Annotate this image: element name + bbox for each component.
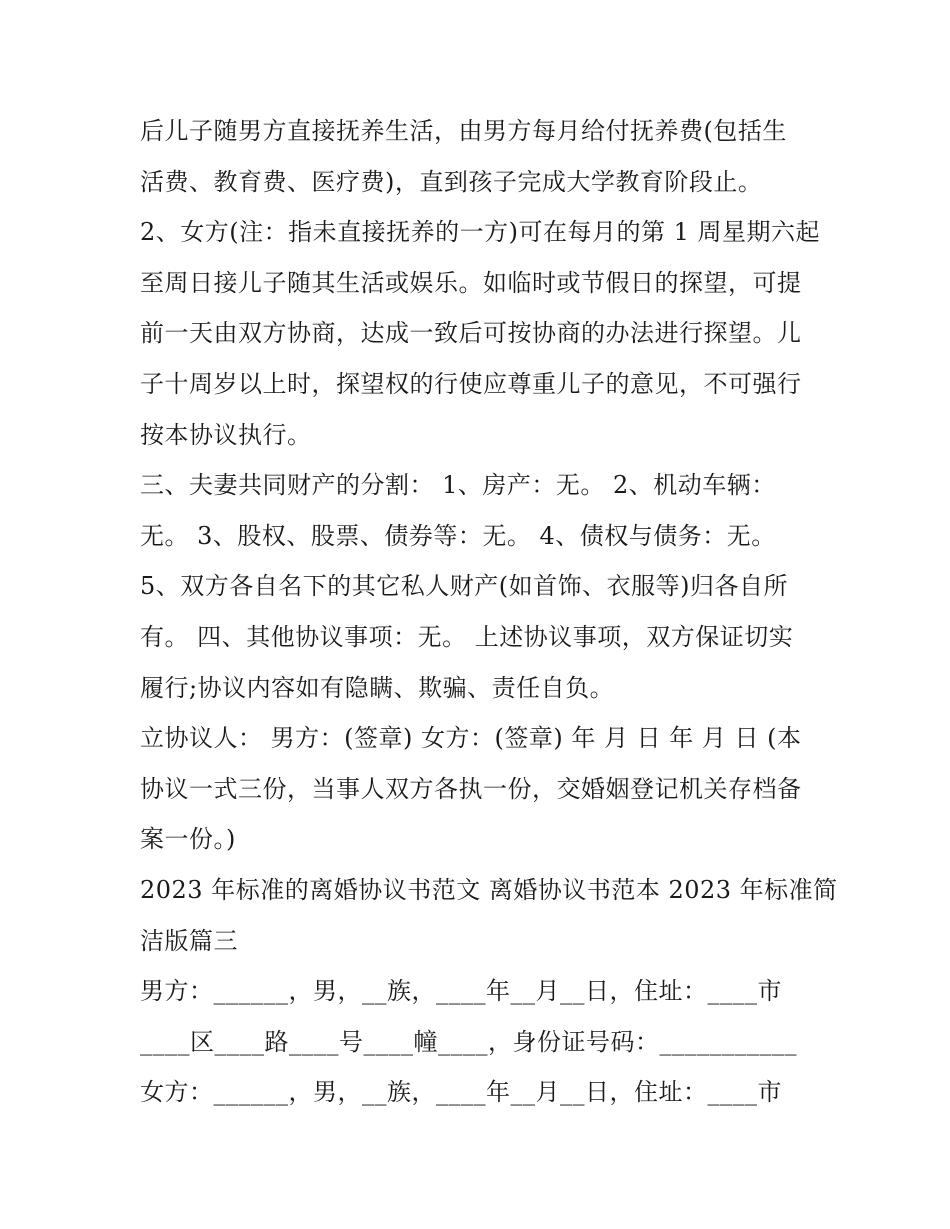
- text-line: 协议一式三份，当事人双方各执一份，交婚姻登记机关存档备: [140, 774, 802, 803]
- text-line: 至周日接儿子随其生活或娱乐。如临时或节假日的探望，可提: [140, 268, 802, 297]
- form-line-wife: 女方：______，男，__族，____年__月__日，住址：____市: [140, 1078, 782, 1107]
- text-line: 履行;协议内容如有隐瞒、欺骗、责任自负。: [140, 673, 615, 702]
- text-line: 后儿子随男方直接抚养生活，由男方每月给付抚养费(包括生: [140, 117, 787, 145]
- section-title-line: 2023 年标准的离婚协议书范文 离婚协议书范本 2023 年标准简: [140, 875, 838, 904]
- text-line: 按本协议执行。: [140, 420, 312, 449]
- form-line-husband: 男方：______，男，__族，____年__月__日，住址：____市: [140, 977, 782, 1006]
- text-line: 无。 3、股权、股票、债券等：无。 4、债权与债务：无。: [140, 521, 776, 550]
- document-body: [140, 106, 838, 1118]
- text-line: 三、夫妻共同财产的分割： 1、房产：无。 2、机动车辆：: [140, 471, 776, 500]
- form-line-address-id: ____区____路____号____幢____，身份证号码：___________: [140, 1027, 797, 1056]
- text-line: 有。 四、其他协议事项：无。 上述协议事项，双方保证切实: [140, 622, 794, 651]
- text-line: 2、女方(注：指未直接抚养的一方)可在每月的第 1 周星期六起: [140, 218, 821, 247]
- text-line: 子十周岁以上时，探望权的行使应尊重儿子的意见，不可强行: [140, 369, 802, 398]
- text-line: 立协议人： 男方：(签章) 女方：(签章) 年 月 日 年 月 日 (本: [140, 724, 802, 753]
- text-line: 5、双方各自名下的其它私人财产(如首饰、衣服等)归各自所: [140, 572, 788, 601]
- section-title-line: 洁版篇三: [140, 926, 238, 955]
- text-line: 案一份。): [140, 825, 236, 854]
- text-line: 前一天由双方协商，达成一致后可按协商的办法进行探望。儿: [140, 319, 802, 348]
- text-line: 活费、教育费、医疗费)，直到孩子完成大学教育阶段止。: [140, 167, 763, 196]
